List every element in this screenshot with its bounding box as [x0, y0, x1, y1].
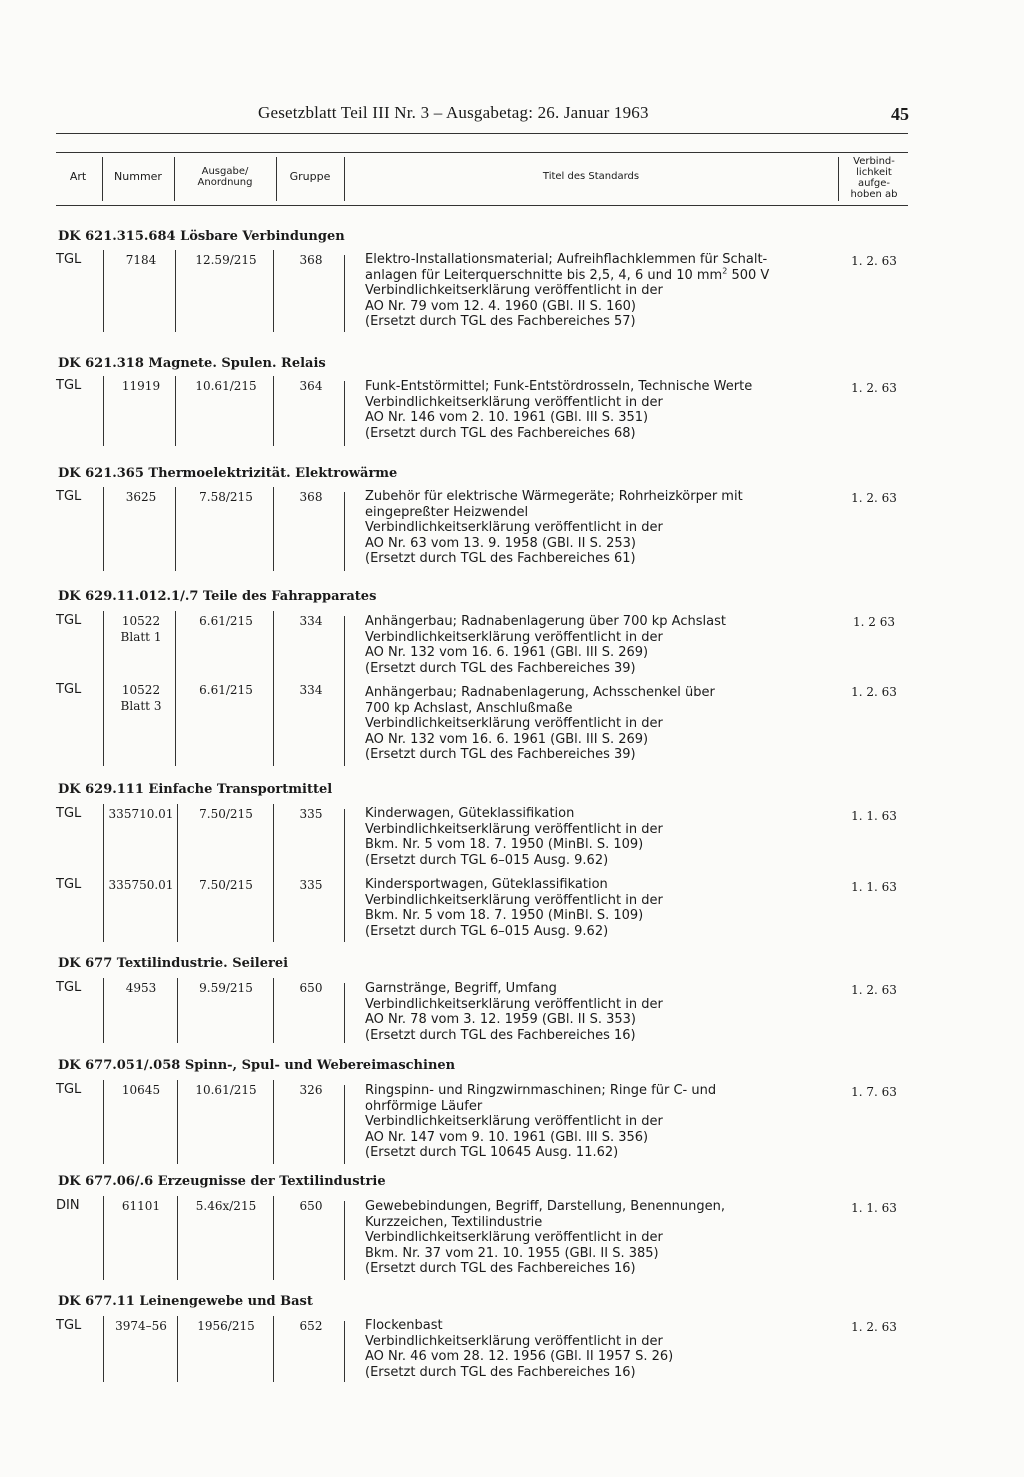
entry-group: 335 [299, 807, 323, 821]
entry-title-line: (Ersetzt durch TGL des Fachbereiches 39) [365, 660, 636, 676]
entry-title-line: (Ersetzt durch TGL des Fachbereiches 61) [365, 551, 636, 567]
column-divider [273, 250, 274, 332]
entry-title-line: (Ersetzt durch TGL 10645 Ausg. 11.62) [365, 1145, 619, 1161]
entry-number: 335750.01 [108, 878, 174, 892]
entry-title-line: AO Nr. 132 vom 16. 6. 1961 (GBl. III S. 269) [365, 731, 649, 747]
entry-title-line: (Ersetzt durch TGL des Fachbereiches 16) [365, 1027, 636, 1043]
entry-title-line: Anhängerbau; Radnabenlagerung, Achsschenkel über [365, 685, 715, 700]
column-divider [103, 1080, 104, 1164]
entry-number: 3974–56 [115, 1319, 167, 1333]
column-divider [177, 804, 178, 942]
entry-issue: 10.61/215 [195, 1083, 257, 1097]
entry-title-line: AO Nr. 79 vom 12. 4. 1960 (GBl. II S. 160) [365, 298, 636, 314]
entry-title-line: Kinderwagen, Güteklassifikation [365, 806, 575, 821]
entry-title [365, 614, 835, 676]
col-head-titel: Titel des Standards [542, 171, 640, 182]
entry-number: 7184 [125, 253, 157, 267]
page-number: 45 [891, 104, 909, 124]
entry-title [365, 1318, 835, 1380]
entry-title-line: Bkm. Nr. 5 vom 18. 7. 1950 (MinBl. S. 109) [365, 837, 644, 853]
column-divider [103, 487, 104, 571]
entry-title-line: Funk-Entstörmittel; Funk-Entstördrosseln, Technische Werte [365, 379, 753, 394]
entry-title [365, 806, 835, 868]
entry-art: TGL [56, 806, 82, 821]
entry-title-line: AO Nr. 146 vom 2. 10. 1961 (GBl. III S. 351) [365, 410, 649, 426]
entry-group: 334 [299, 614, 323, 628]
section-title: DK 629.111 Einfache Transportmittel [58, 782, 333, 797]
entry-title [365, 379, 835, 441]
entry-issue: 9.59/215 [199, 981, 253, 995]
column-divider [273, 978, 274, 1043]
entry-title-line: Kurzzeichen, Textilindustrie [365, 1214, 543, 1230]
entry-title [365, 252, 835, 330]
entry-title-line: Verbindlichkeitserklärung veröffentlicht in der [365, 629, 663, 645]
column-divider [273, 487, 274, 571]
entry-group: 368 [299, 253, 323, 267]
entry-title-line: Verbindlichkeitserklärung veröffentlicht in der [365, 394, 663, 410]
col-head-valid-line-3: aufge- [857, 178, 891, 189]
entry-title-line: (Ersetzt durch TGL des Fachbereiches 39) [365, 747, 636, 763]
entry-number: 335710.01 [108, 807, 174, 821]
column-divider [273, 611, 274, 766]
entry-issue: 5.46x/215 [195, 1199, 257, 1213]
col-head-valid-line-1: Verbind- [853, 156, 895, 167]
entry-title-line: AO Nr. 147 vom 9. 10. 1961 (GBl. III S. 356) [365, 1129, 649, 1145]
entry-valid-date: 1. 1. 63 [851, 809, 897, 823]
entry-title [365, 981, 835, 1043]
column-divider [177, 1080, 178, 1164]
column-divider [273, 1196, 274, 1280]
entry-art: TGL [56, 980, 82, 995]
table-top-rule [56, 152, 908, 153]
column-divider [175, 376, 176, 446]
entry-title-line: Flockenbast [365, 1318, 443, 1333]
entry-title-line [365, 268, 835, 284]
col-head-valid-line-4: hoben ab [850, 189, 898, 200]
column-divider [103, 804, 104, 942]
column-divider [103, 1316, 104, 1382]
entry-issue: 1956/215 [197, 1319, 255, 1333]
entry-title-line: AO Nr. 63 vom 13. 9. 1958 (GBl. II S. 253) [365, 535, 636, 551]
column-divider [175, 611, 176, 766]
entry-title-line: AO Nr. 132 vom 16. 6. 1961 (GBl. III S. 269) [365, 645, 649, 661]
entry-art: TGL [56, 378, 82, 393]
entry-issue: 6.61/215 [199, 614, 253, 628]
entry-art: TGL [56, 682, 82, 697]
entry-group: 326 [299, 1083, 323, 1097]
column-divider [103, 978, 104, 1043]
entry-title-line: Gewebebindungen, Begriff, Darstellung, Benennungen, [365, 1199, 726, 1214]
entry-title [365, 489, 835, 567]
entry-title-line: Kindersportwagen, Güteklassifikation [365, 877, 608, 892]
column-divider [175, 487, 176, 571]
entry-art: TGL [56, 613, 82, 628]
column-divider [103, 250, 104, 332]
col-head-ausgabe-line-2: Anordnung [197, 177, 253, 188]
entry-title-line: ohrförmige Läufer [365, 1098, 483, 1114]
section-title: DK 621.365 Thermoelektrizität. Elektrowärme [58, 466, 398, 481]
entry-art: DIN [56, 1198, 80, 1213]
unit-tail: 500 V [727, 267, 770, 283]
entry-group: 364 [299, 379, 323, 393]
entry-title-line: Zubehör für elektrische Wärmegeräte; Rohrheizkörper mit [365, 489, 743, 504]
entry-valid-date: 1. 1. 63 [851, 880, 897, 894]
entry-title-line: (Ersetzt durch TGL des Fachbereiches 16) [365, 1364, 636, 1380]
entry-group: 650 [299, 981, 323, 995]
column-divider [177, 1196, 178, 1280]
entry-title-line: AO Nr. 78 vom 3. 12. 1959 (GBl. II S. 353) [365, 1012, 636, 1028]
entry-number: 61101 [121, 1199, 161, 1213]
entry-title-line: eingepreßter Heizwendel [365, 504, 529, 520]
column-divider [103, 1196, 104, 1280]
entry-art: TGL [56, 1318, 82, 1333]
column-divider [344, 157, 345, 201]
col-head-gruppe: Gruppe [289, 170, 331, 183]
entry-title-line: Verbindlichkeitserklärung veröffentlicht in der [365, 892, 663, 908]
entry-group: 334 [299, 683, 323, 697]
column-divider [276, 157, 277, 201]
entry-valid-date: 1. 1. 63 [851, 1201, 897, 1215]
column-divider [838, 157, 839, 201]
page-header-title: Gesetzblatt Teil III Nr. 3 – Ausgabetag: 26. Januar 1963 [258, 103, 649, 122]
unit-superscript: 2 [722, 266, 728, 276]
entry-title-line: AO Nr. 46 vom 28. 12. 1956 (GBl. II 1957 S. 26) [365, 1349, 674, 1365]
column-divider [273, 1080, 274, 1164]
section-title: DK 677.11 Leinengewebe und Bast [58, 1294, 313, 1309]
header-rule [56, 133, 908, 134]
entry-art: TGL [56, 1082, 82, 1097]
entry-valid-date: 1. 2. 63 [851, 254, 897, 268]
entry-group: 335 [299, 878, 323, 892]
entry-title-line: Verbindlichkeitserklärung veröffentlicht in der [365, 821, 663, 837]
entry-title-line: Anhängerbau; Radnabenlagerung über 700 kp Achslast [365, 614, 726, 629]
col-head-art: Art [69, 170, 87, 183]
entry-title-line: (Ersetzt durch TGL 6–015 Ausg. 9.62) [365, 852, 609, 868]
column-divider [177, 978, 178, 1043]
entry-title-line: (Ersetzt durch TGL des Fachbereiches 57) [365, 314, 636, 330]
entry-title-line: Verbindlichkeitserklärung veröffentlicht in der [365, 996, 663, 1012]
column-divider [103, 376, 104, 446]
col-head-valid-line-2: lichkeit [856, 167, 892, 178]
entry-issue: 6.61/215 [199, 683, 253, 697]
column-divider [344, 809, 345, 942]
column-divider [344, 1085, 345, 1164]
entry-number: 10645 [121, 1083, 161, 1097]
entry-group: 368 [299, 490, 323, 504]
col-head-ausgabe-line-1: Ausgabe/ [201, 166, 249, 177]
column-divider [344, 983, 345, 1043]
entry-title-line: (Ersetzt durch TGL des Fachbereiches 16) [365, 1261, 636, 1277]
entry-issue: 7.58/215 [199, 490, 253, 504]
section-title: DK 677.051/.058 Spinn-, Spul- und Webereimaschinen [58, 1058, 456, 1073]
entry-title-line: Bkm. Nr. 37 vom 21. 10. 1955 (GBl. II S. 385) [365, 1245, 659, 1261]
entry-title [365, 1083, 835, 1161]
column-divider [344, 255, 345, 332]
column-divider [344, 1201, 345, 1280]
column-divider [344, 492, 345, 571]
entry-art: TGL [56, 489, 82, 504]
entry-art: TGL [56, 877, 82, 892]
entry-valid-date: 1. 2. 63 [851, 983, 897, 997]
entry-issue: 10.61/215 [195, 379, 257, 393]
entry-title-line: Verbindlichkeitserklärung veröffentlicht in der [365, 716, 663, 732]
section-title: DK 677.06/.6 Erzeugnisse der Textilindustrie [58, 1174, 386, 1189]
entry-title [365, 685, 835, 763]
entry-title [365, 877, 835, 939]
section-title: DK 621.315.684 Lösbare Verbindungen [58, 229, 345, 244]
entry-valid-date: 1. 2 63 [853, 615, 895, 629]
col-head-verbindlichkeit [840, 156, 908, 200]
entry-title-line: Elektro-Installationsmaterial; Aufreihflachklemmen für Schalt- [365, 252, 768, 267]
entry-title-line: Ringspinn- und Ringzwirnmaschinen; Ringe für C- und [365, 1083, 717, 1098]
entry-title-line: 700 kp Achslast, Anschlußmaße [365, 700, 573, 716]
entry-group: 650 [299, 1199, 323, 1213]
column-divider [273, 376, 274, 446]
entry-title-line: Verbindlichkeitserklärung veröffentlicht in der [365, 520, 663, 536]
entry-number-value: 10522 [121, 683, 161, 697]
entry-title-line-text: anlagen für Leiterquerschnitte bis 2,5, 4, 6 und 10 mm [365, 267, 723, 283]
entry-number [108, 682, 174, 714]
entry-title-line: Verbindlichkeitserklärung veröffentlicht in der [365, 1230, 663, 1246]
entry-group: 652 [299, 1319, 323, 1333]
column-divider [174, 157, 175, 201]
column-divider [273, 804, 274, 942]
entry-number: 3625 [125, 490, 157, 504]
column-divider [344, 381, 345, 446]
entry-title-line: (Ersetzt durch TGL des Fachbereiches 68) [365, 425, 636, 441]
entry-title-line: Verbindlichkeitserklärung veröffentlicht in der [365, 283, 663, 299]
entry-valid-date: 1. 2. 63 [851, 1320, 897, 1334]
column-divider [344, 1321, 345, 1382]
entry-issue: 12.59/215 [195, 253, 257, 267]
entry-number: 11919 [121, 379, 161, 393]
entry-number-value: 10522 [121, 614, 161, 628]
section-title: DK 621.318 Magnete. Spulen. Relais [58, 356, 326, 371]
section-title: DK 629.11.012.1/.7 Teile des Fahrapparates [58, 589, 377, 604]
col-head-ausgabe [176, 166, 274, 188]
column-divider [102, 157, 103, 201]
entry-art: TGL [56, 252, 82, 267]
entry-title-line: Verbindlichkeitserklärung veröffentlicht in der [365, 1333, 663, 1349]
entry-valid-date: 1. 2. 63 [851, 381, 897, 395]
entry-title [365, 1199, 835, 1277]
column-divider [344, 616, 345, 766]
column-divider [177, 1316, 178, 1382]
entry-number: 4953 [125, 981, 157, 995]
table-head-bottom-rule [56, 205, 908, 206]
entry-title-line: Bkm. Nr. 5 vom 18. 7. 1950 (MinBl. S. 109) [365, 908, 644, 924]
entry-sheet: Blatt 3 [120, 699, 162, 713]
entry-valid-date: 1. 2. 63 [851, 685, 897, 699]
entry-title-line: Verbindlichkeitserklärung veröffentlicht in der [365, 1114, 663, 1130]
col-head-nummer: Nummer [114, 170, 162, 183]
entry-issue: 7.50/215 [199, 807, 253, 821]
entry-valid-date: 1. 7. 63 [851, 1085, 897, 1099]
entry-issue: 7.50/215 [199, 878, 253, 892]
entry-sheet: Blatt 1 [120, 630, 162, 644]
entry-valid-date: 1. 2. 63 [851, 491, 897, 505]
entry-number [108, 613, 174, 645]
column-divider [175, 250, 176, 332]
section-title: DK 677 Textilindustrie. Seilerei [58, 956, 289, 971]
entry-title-line: Garnstränge, Begriff, Umfang [365, 981, 557, 996]
entry-title-line: (Ersetzt durch TGL 6–015 Ausg. 9.62) [365, 923, 609, 939]
column-divider [273, 1316, 274, 1382]
column-divider [103, 611, 104, 766]
